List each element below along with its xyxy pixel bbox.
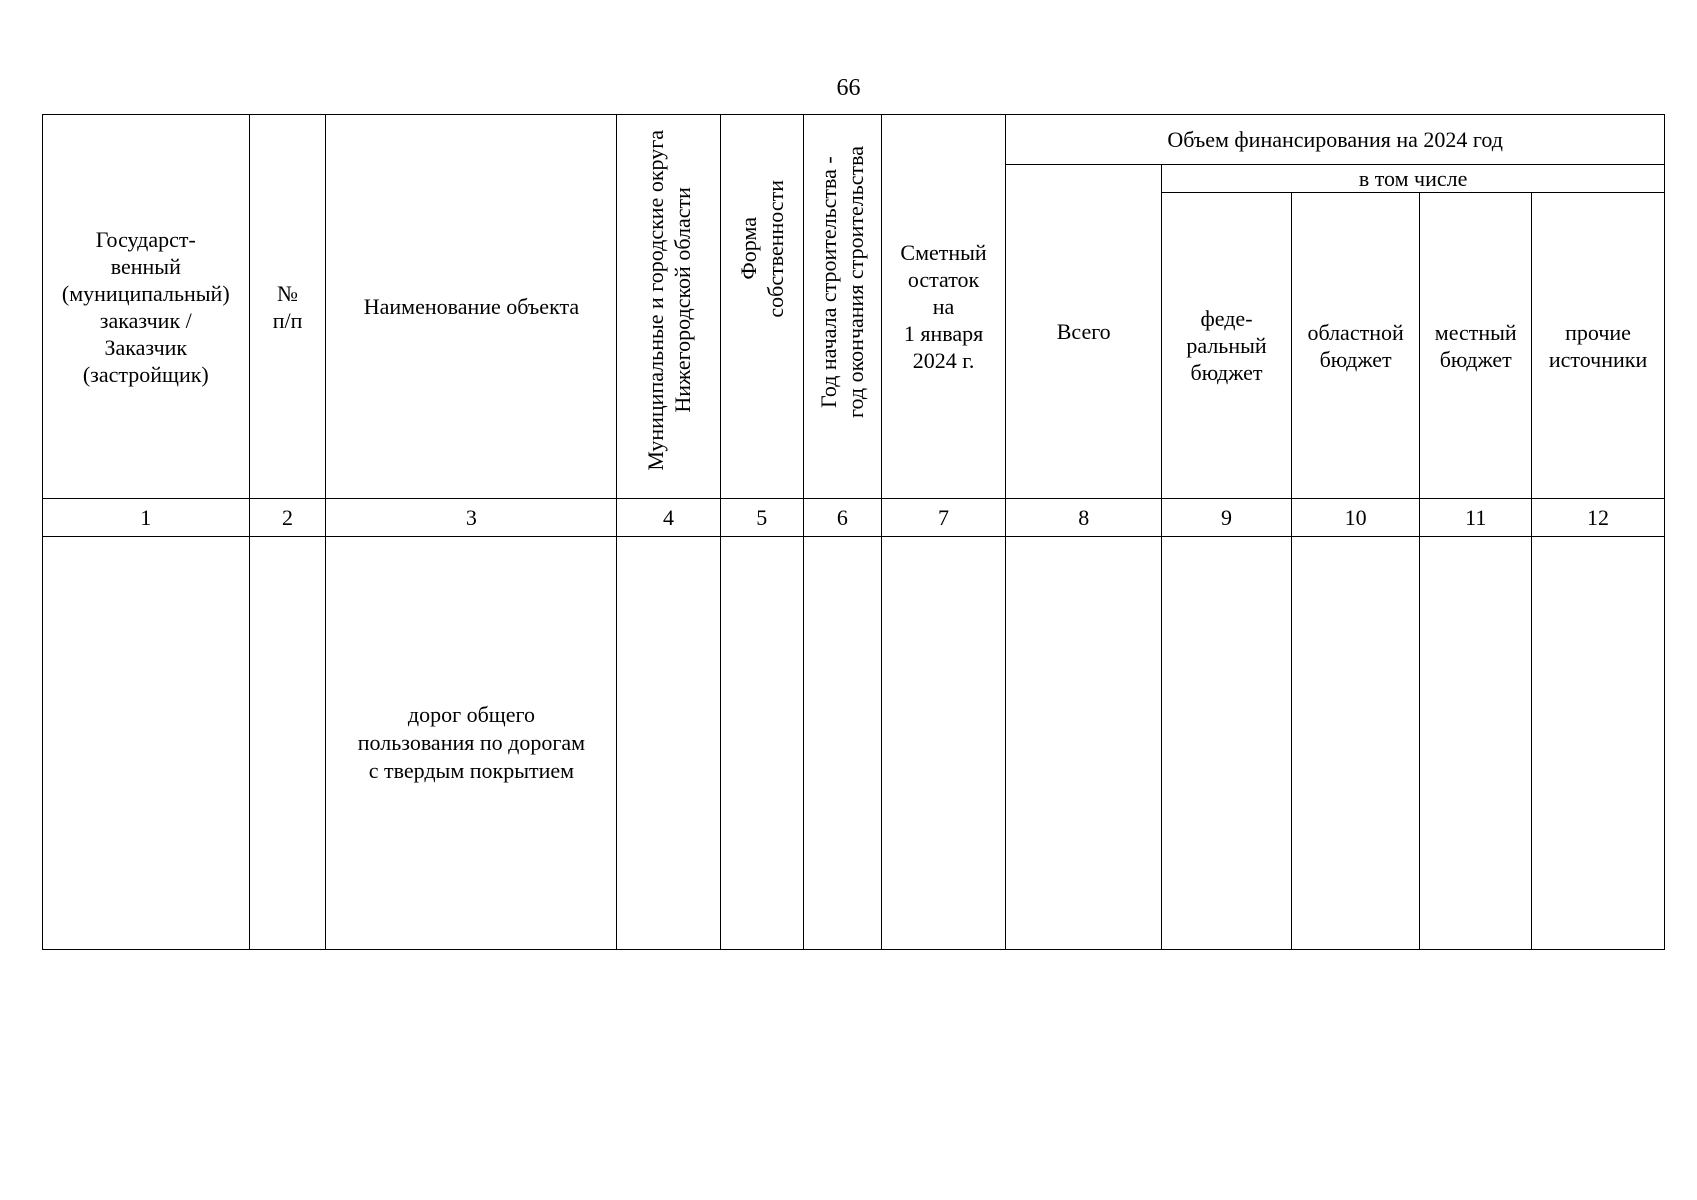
- table-row: [43, 537, 1665, 950]
- header-municipal-districts: Муниципальные и городские округа Нижегородской области: [617, 115, 720, 499]
- cell-number: [249, 537, 326, 950]
- column-number: 8: [1006, 499, 1162, 537]
- column-number-row: [43, 499, 1665, 537]
- column-number: 5: [720, 499, 803, 537]
- cell-total: [1006, 537, 1162, 950]
- column-number: 12: [1532, 499, 1665, 537]
- header-local-budget: местный бюджет: [1420, 193, 1532, 499]
- cell-estimated-balance: [881, 537, 1005, 950]
- cell-municipal-districts: [617, 537, 720, 950]
- header-object-name: Наименование объекта: [326, 115, 617, 499]
- header-federal-budget: феде- ральный бюджет: [1162, 193, 1292, 499]
- cell-federal-budget: [1162, 537, 1292, 950]
- header-estimated-balance: Сметный остаток на 1 января 2024 г.: [881, 115, 1005, 499]
- column-number: 3: [326, 499, 617, 537]
- column-number: 11: [1420, 499, 1532, 537]
- header-financing-volume: Объем финансирования на 2024 год: [1006, 115, 1665, 165]
- column-number: 9: [1162, 499, 1292, 537]
- header-number: № п/п: [249, 115, 326, 499]
- column-number: 4: [617, 499, 720, 537]
- cell-customer: [43, 537, 250, 950]
- header-other-sources: прочие источники: [1532, 193, 1665, 499]
- header-construction-years: Год начала строительства - год окончания строительства: [803, 115, 881, 499]
- column-number: 2: [249, 499, 326, 537]
- cell-local-budget: [1420, 537, 1532, 950]
- cell-construction-years: [803, 537, 881, 950]
- column-number: 7: [881, 499, 1005, 537]
- cell-other-sources: [1532, 537, 1665, 950]
- column-number: 1: [43, 499, 250, 537]
- cell-regional-budget: [1291, 537, 1420, 950]
- header-including: в том числе: [1162, 165, 1665, 193]
- header-regional-budget: областной бюджет: [1291, 193, 1420, 499]
- header-ownership-form: Форма собственности: [720, 115, 803, 499]
- cell-object-name: дорог общего пользования по дорогам с твердым покрытием: [326, 537, 617, 950]
- page-number: 66: [836, 75, 861, 101]
- header-total: Всего: [1006, 165, 1162, 499]
- cell-ownership-form: [720, 537, 803, 950]
- column-number: 6: [803, 499, 881, 537]
- column-number: 10: [1291, 499, 1420, 537]
- header-row-top: [43, 115, 1665, 165]
- header-customer: Государст- венный (муниципальный) заказчик / Заказчик (застройщик): [43, 115, 250, 499]
- financing-table: [42, 114, 1665, 950]
